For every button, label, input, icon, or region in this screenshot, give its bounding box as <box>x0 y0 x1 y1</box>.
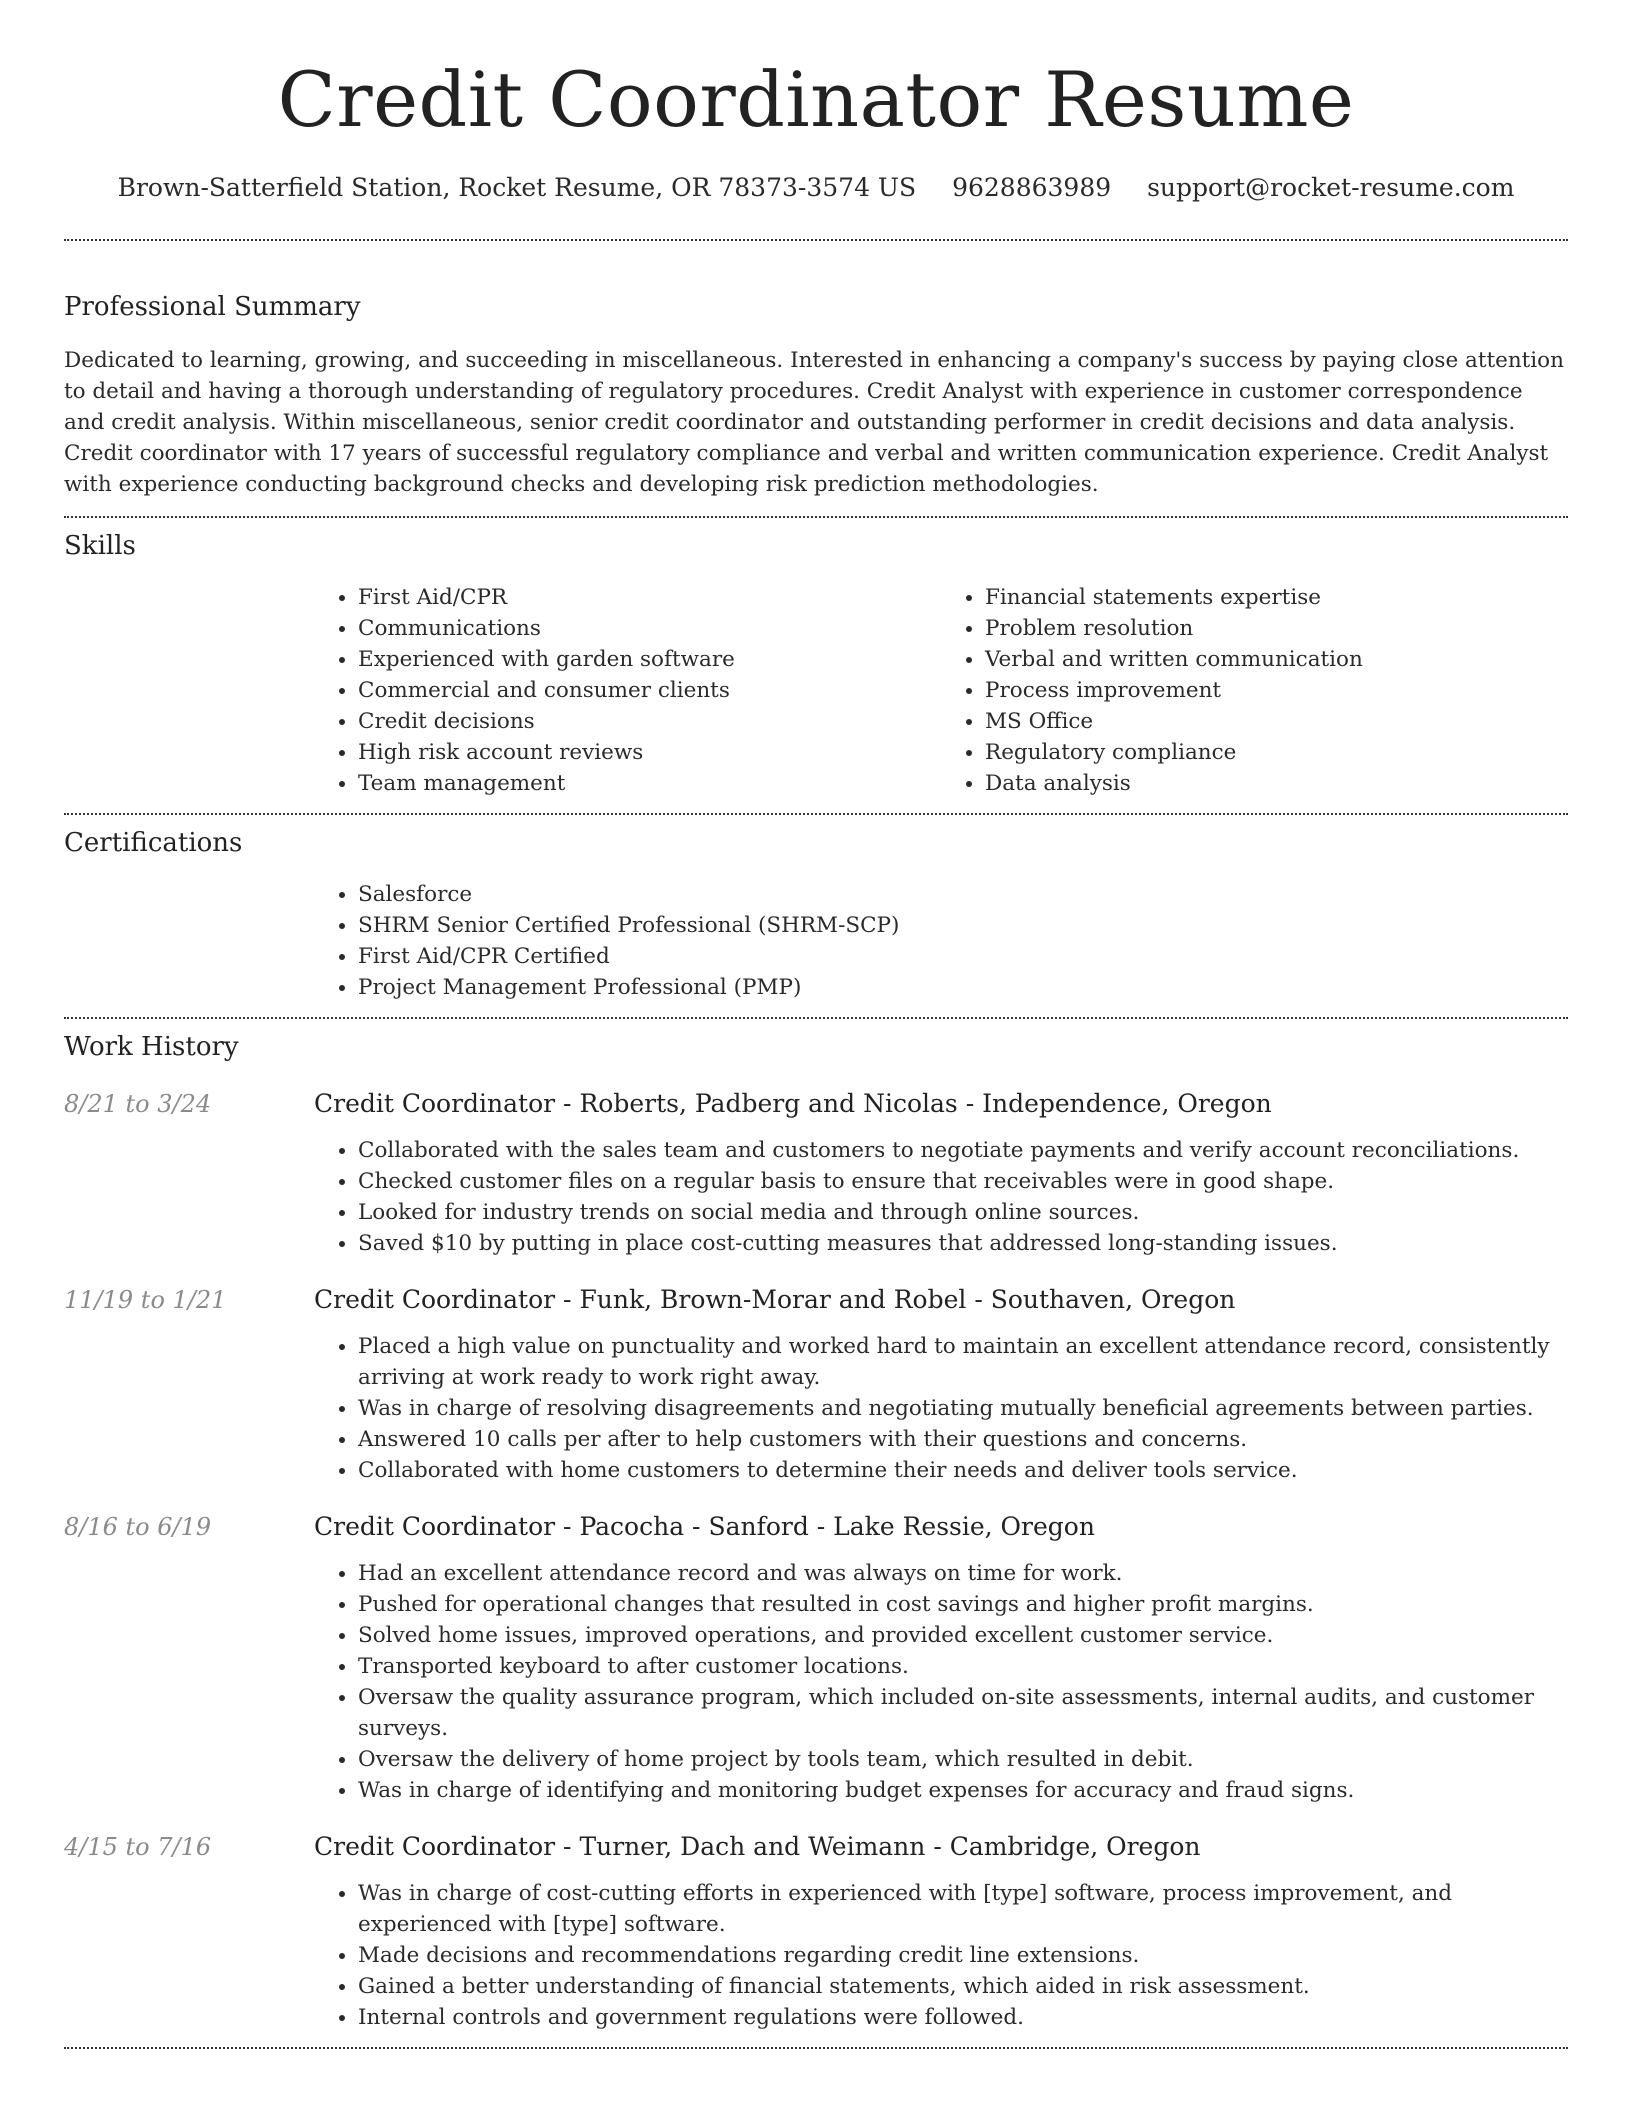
job-bullet: • Collaborated with home customers to determine their needs and deliver tools service. <box>358 1455 1568 1486</box>
job-bullet-list <box>314 1878 1568 2033</box>
section-title-certifications: Certifications <box>64 828 243 858</box>
job-bullet: • Was in charge of resolving disagreements and negotiating mutually beneficial agreements between parties. <box>358 1393 1568 1424</box>
job-bullet: • Answered 10 calls per after to help customers with their questions and concerns. <box>358 1424 1568 1455</box>
list-item: • Credit decisions <box>358 706 941 737</box>
list-item: • First Aid/CPR <box>358 582 941 613</box>
section-title-skills: Skills <box>64 531 136 561</box>
job-bullet: • Pushed for operational changes that resulted in cost savings and higher profit margins. <box>358 1589 1568 1620</box>
job-bullet: • Saved $10 by putting in place cost-cutting measures that addressed long-standing issues. <box>358 1228 1568 1259</box>
job-header <box>64 1830 1568 1864</box>
job-bullet-list <box>314 1135 1568 1259</box>
job-bullet: • Internal controls and government regulations were followed. <box>358 2002 1568 2033</box>
job-date: 8/21 to 3/24 <box>64 1090 212 1118</box>
job-bullet: • Oversaw the quality assurance program, which included on-site assessments, internal audits, and customer surveys. <box>358 1682 1568 1744</box>
summary-section <box>64 289 1568 500</box>
list-item: • Commercial and consumer clients <box>358 675 941 706</box>
job-entry <box>64 1510 1568 1806</box>
list-item: • Problem resolution <box>985 613 1568 644</box>
list-item: • Communications <box>358 613 941 644</box>
list-item: • SHRM Senior Certified Professional (SHRM-SCP) <box>358 910 1568 941</box>
divider <box>64 2047 1568 2049</box>
job-bullet: • Placed a high value on punctuality and worked hard to maintain an excellent attendance record, consistently arriving at work ready to work right away. <box>358 1331 1568 1393</box>
job-list <box>64 1087 1568 2033</box>
job-title: Credit Coordinator - Pacocha - Sanford - Lake Ressie, Oregon <box>314 1512 1095 1541</box>
job-bullet: • Looked for industry trends on social media and through online sources. <box>358 1197 1568 1228</box>
contact-email: support@rocket-resume.com <box>1147 173 1515 202</box>
list-item: • MS Office <box>985 706 1568 737</box>
list-item: • Verbal and written communication <box>985 644 1568 675</box>
divider <box>64 1017 1568 1019</box>
job-bullet: • Made decisions and recommendations regarding credit line extensions. <box>358 1940 1568 1971</box>
job-date: 8/16 to 6/19 <box>64 1513 212 1541</box>
job-header <box>64 1510 1568 1544</box>
job-title: Credit Coordinator - Funk, Brown-Morar and Robel - Southaven, Oregon <box>314 1285 1236 1314</box>
list-item: • High risk account reviews <box>358 737 941 768</box>
job-bullet: • Solved home issues, improved operations, and provided excellent customer service. <box>358 1620 1568 1651</box>
job-entry <box>64 1830 1568 2033</box>
skills-section <box>64 528 1568 799</box>
list-item: • Process improvement <box>985 675 1568 706</box>
job-bullet: • Was in charge of cost-cutting efforts in experienced with [type] software, process improvement, and experienced with [type] software. <box>358 1878 1568 1940</box>
list-item: • Data analysis <box>985 768 1568 799</box>
list-item: • Salesforce <box>358 879 1568 910</box>
list-item: • Regulatory compliance <box>985 737 1568 768</box>
section-title-work-history: Work History <box>64 1032 239 1062</box>
section-title-summary: Professional Summary <box>64 292 361 322</box>
job-bullet: • Transported keyboard to after customer locations. <box>358 1651 1568 1682</box>
job-title: Credit Coordinator - Turner, Dach and Weimann - Cambridge, Oregon <box>314 1832 1201 1861</box>
job-date: 11/19 to 1/21 <box>64 1286 227 1314</box>
job-bullet: • Checked customer files on a regular basis to ensure that receivables were in good shape. <box>358 1166 1568 1197</box>
list-item: • Project Management Professional (PMP) <box>358 972 1568 1003</box>
skills-list-left <box>314 582 941 799</box>
divider <box>64 516 1568 518</box>
job-bullet: • Oversaw the delivery of home project by tools team, which resulted in debit. <box>358 1744 1568 1775</box>
summary-text: Dedicated to learning, growing, and succeeding in miscellaneous. Interested in enhancing a company's success by paying close attention to detail and having a thorough understanding of regulatory procedures. Credit Analyst with experience in customer correspondence and credit analysis. Within miscellaneous, senior credit coordinator and outstanding performer in credit decisions and data analysis. Credit coordinator with 17 years of successful regulatory compliance and verbal and written communication experience. Credit Analyst with experience conducting background checks and developing risk prediction methodologies. <box>64 348 1564 497</box>
certifications-section <box>64 825 1568 1003</box>
job-title: Credit Coordinator - Roberts, Padberg and Nicolas - Independence, Oregon <box>314 1089 1272 1118</box>
divider <box>64 813 1568 815</box>
resume-title: Credit Coordinator Resume <box>277 55 1355 144</box>
job-bullet-list <box>314 1331 1568 1486</box>
resume-page <box>64 0 1568 2049</box>
contact-phone: 9628863989 <box>952 173 1112 202</box>
certifications-list <box>314 879 1568 1003</box>
list-item: • Experienced with garden software <box>358 644 941 675</box>
list-item: • Financial statements expertise <box>985 582 1568 613</box>
job-bullet: • Collaborated with the sales team and customers to negotiate payments and verify account reconciliations. <box>358 1135 1568 1166</box>
job-entry <box>64 1087 1568 1259</box>
job-bullet: • Gained a better understanding of financial statements, which aided in risk assessment. <box>358 1971 1568 2002</box>
job-entry <box>64 1283 1568 1486</box>
contact-line <box>64 170 1568 206</box>
work-history-section <box>64 1029 1568 2033</box>
skills-columns <box>314 582 1568 799</box>
job-bullet-list <box>314 1558 1568 1806</box>
list-item: • Team management <box>358 768 941 799</box>
job-bullet: • Was in charge of identifying and monitoring budget expenses for accuracy and fraud signs. <box>358 1775 1568 1806</box>
job-bullet: • Had an excellent attendance record and was always on time for work. <box>358 1558 1568 1589</box>
skills-list-right <box>941 582 1568 799</box>
job-header <box>64 1283 1568 1317</box>
job-date: 4/15 to 7/16 <box>64 1833 212 1861</box>
contact-address: Brown-Satterfield Station, Rocket Resume, OR 78373-3574 US <box>117 173 917 202</box>
divider <box>64 239 1568 241</box>
list-item: • First Aid/CPR Certified <box>358 941 1568 972</box>
job-header <box>64 1087 1568 1121</box>
